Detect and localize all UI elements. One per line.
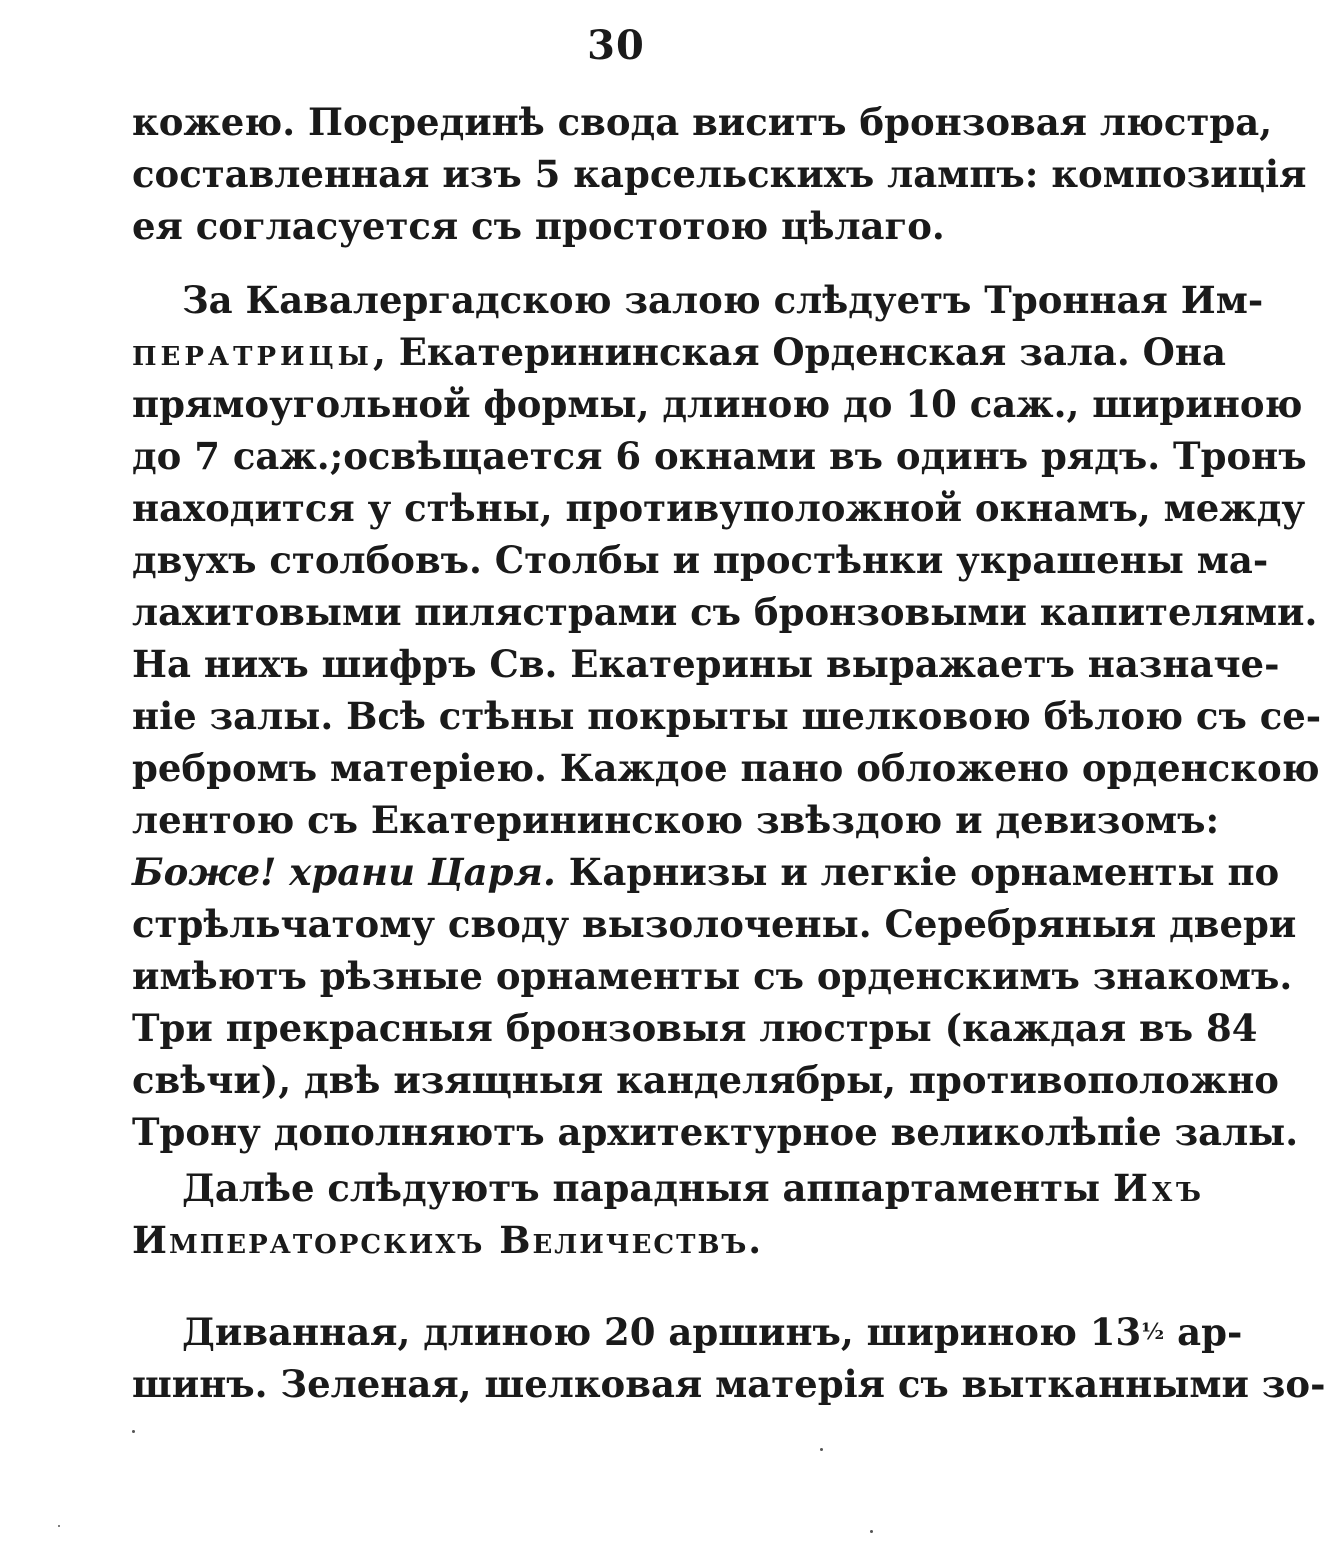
- scan-speck: [820, 1448, 823, 1451]
- text-line: составленная изъ 5 карсельскихъ лампъ: композиція: [132, 152, 1307, 196]
- text-line: ніе залы. Всѣ стѣны покрыты шелковою бѣлою съ се-: [132, 694, 1322, 738]
- text-line: [132, 846, 1280, 898]
- text-span: Далѣе слѣдуютъ парадныя аппартаменты: [182, 1166, 1113, 1210]
- text-line: Императорскихъ Величествъ.: [132, 1218, 764, 1262]
- text-line: лахитовыми пилястрами съ бронзовыми капителями.: [132, 590, 1318, 634]
- text-line: прямоугольной формы, длиною до 10 саж., шириною: [132, 382, 1303, 426]
- text-line: Три прекрасныя бронзовыя люстры (каждая въ 84: [132, 1006, 1258, 1050]
- text-line: кожею. Посрединѣ свода виситъ бронзовая люстра,: [132, 100, 1273, 144]
- fraction: ½: [1141, 1319, 1165, 1345]
- text-line: ея согласуется съ простотою цѣлаго.: [132, 204, 945, 248]
- text-line: имѣютъ рѣзные орнаменты съ орденскимъ знакомъ.: [132, 954, 1293, 998]
- text-line: За Кавалергадскою залою слѣдуетъ Тронная Им-: [182, 278, 1264, 322]
- scan-speck: [58, 1525, 60, 1527]
- text-line: двухъ столбовъ. Столбы и простѣнки украшены ма-: [132, 538, 1269, 582]
- text-line: шинъ. Зеленая, шелковая матерія съ вытканными зо-: [132, 1362, 1325, 1406]
- text-line: Трону дополняютъ архитектурное великолѣпіе залы.: [132, 1110, 1299, 1154]
- text-line: лентою съ Екатерининскою звѣздою и девизомъ:: [132, 798, 1220, 842]
- emphasized-text: ператрицы: [132, 330, 373, 374]
- text-line: находится у стѣны, противуположной окнамъ, между: [132, 486, 1306, 530]
- text-line: [132, 1306, 1243, 1358]
- text-line: до 7 саж.;освѣщается 6 окнами въ одинъ рядъ. Тронъ: [132, 434, 1307, 478]
- paragraph-4: [132, 1306, 1325, 1410]
- text-line: свѣчи), двѣ изящныя канделябры, противоположно: [132, 1058, 1279, 1102]
- page-number: 30: [587, 22, 645, 69]
- text-line: [132, 1162, 1206, 1214]
- text-span: Карнизы и легкіе орнаменты по: [555, 850, 1280, 894]
- paragraph-3: [132, 1162, 1206, 1266]
- text-line: [132, 326, 1226, 378]
- text-span: Диванная, длиною 20 аршинъ, шириною 13: [182, 1310, 1142, 1354]
- paragraph-2: [132, 274, 1322, 1158]
- text-line: ребромъ матеріею. Каждое пано обложено орденскою: [132, 746, 1320, 790]
- text-span: ар-: [1164, 1310, 1243, 1354]
- scan-speck: [132, 1430, 135, 1433]
- text-span: , Екатерининская Орденская зала. Она: [372, 330, 1226, 374]
- text-line: На нихъ шифръ Св. Екатерины выражаетъ назначе-: [132, 642, 1280, 686]
- text-line: стрѣльчатому своду вызолочены. Серебряныя двери: [132, 902, 1297, 946]
- italic-motto: Боже! храни Царя.: [132, 850, 556, 894]
- emphasized-text: Ихъ: [1113, 1166, 1206, 1210]
- scan-speck: [870, 1530, 873, 1533]
- paragraph-1: [132, 96, 1307, 252]
